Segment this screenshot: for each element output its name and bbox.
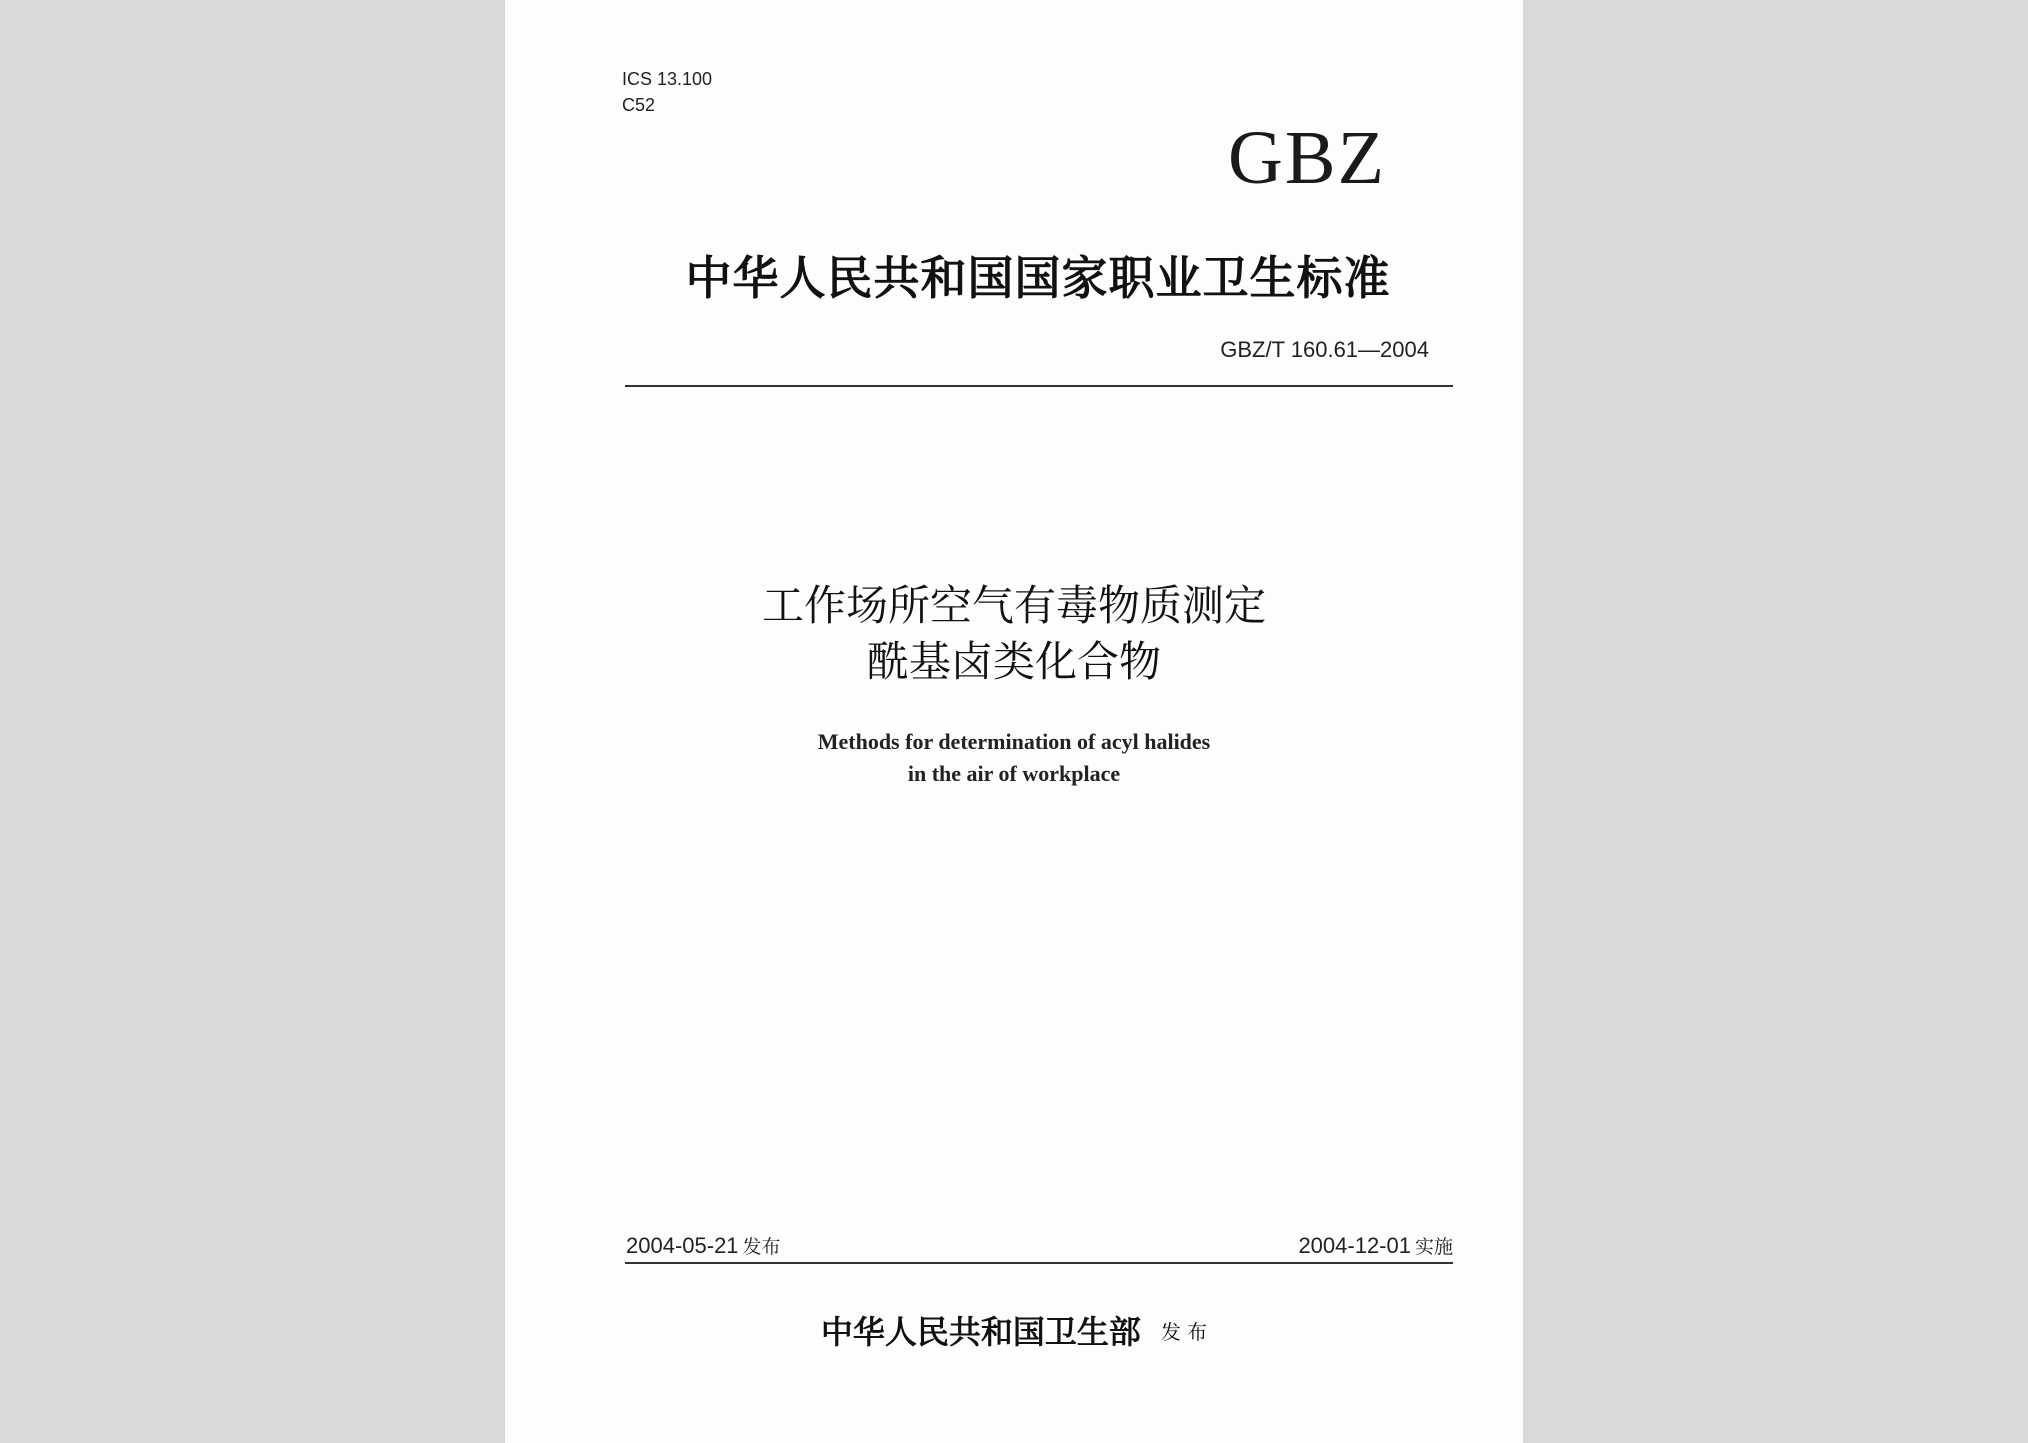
standard-number: GBZ/T 160.61—2004 — [1220, 337, 1429, 362]
issuer-name: 中华人民共和国卫生部 — [820, 1313, 1141, 1351]
chinese-title-line-2: 酰基卤类化合物 — [866, 637, 1161, 686]
implementation-date: 2004-12-01 — [1298, 1233, 1411, 1258]
header-divider — [625, 385, 1453, 387]
implementation-date-line — [1298, 1232, 1453, 1261]
english-title-line-1: Methods for determination of acyl halides — [817, 729, 1211, 754]
chinese-title-line-1: 工作场所空气有毒物质测定 — [761, 581, 1266, 630]
english-title-line-2: in the air of workplace — [907, 761, 1121, 786]
chinese-title — [505, 578, 1523, 690]
classification-codes — [622, 66, 712, 118]
issue-date: 2004-05-21 — [626, 1233, 739, 1258]
ccs-code: C52 — [622, 95, 656, 115]
issuing-authority — [505, 1310, 1523, 1354]
english-title — [505, 726, 1523, 790]
document-page — [505, 0, 1523, 1443]
ics-code: ICS 13.100 — [622, 69, 713, 89]
gbz-logo: GBZ — [1228, 116, 1386, 200]
issue-label: 发布 — [742, 1236, 781, 1258]
issue-date-line — [626, 1232, 781, 1261]
issuer-suffix: 发 布 — [1160, 1320, 1208, 1344]
authority-title: 中华人民共和国国家职业卫生标准 — [685, 251, 1391, 305]
footer-divider — [625, 1262, 1453, 1264]
implementation-label: 实施 — [1414, 1236, 1453, 1258]
